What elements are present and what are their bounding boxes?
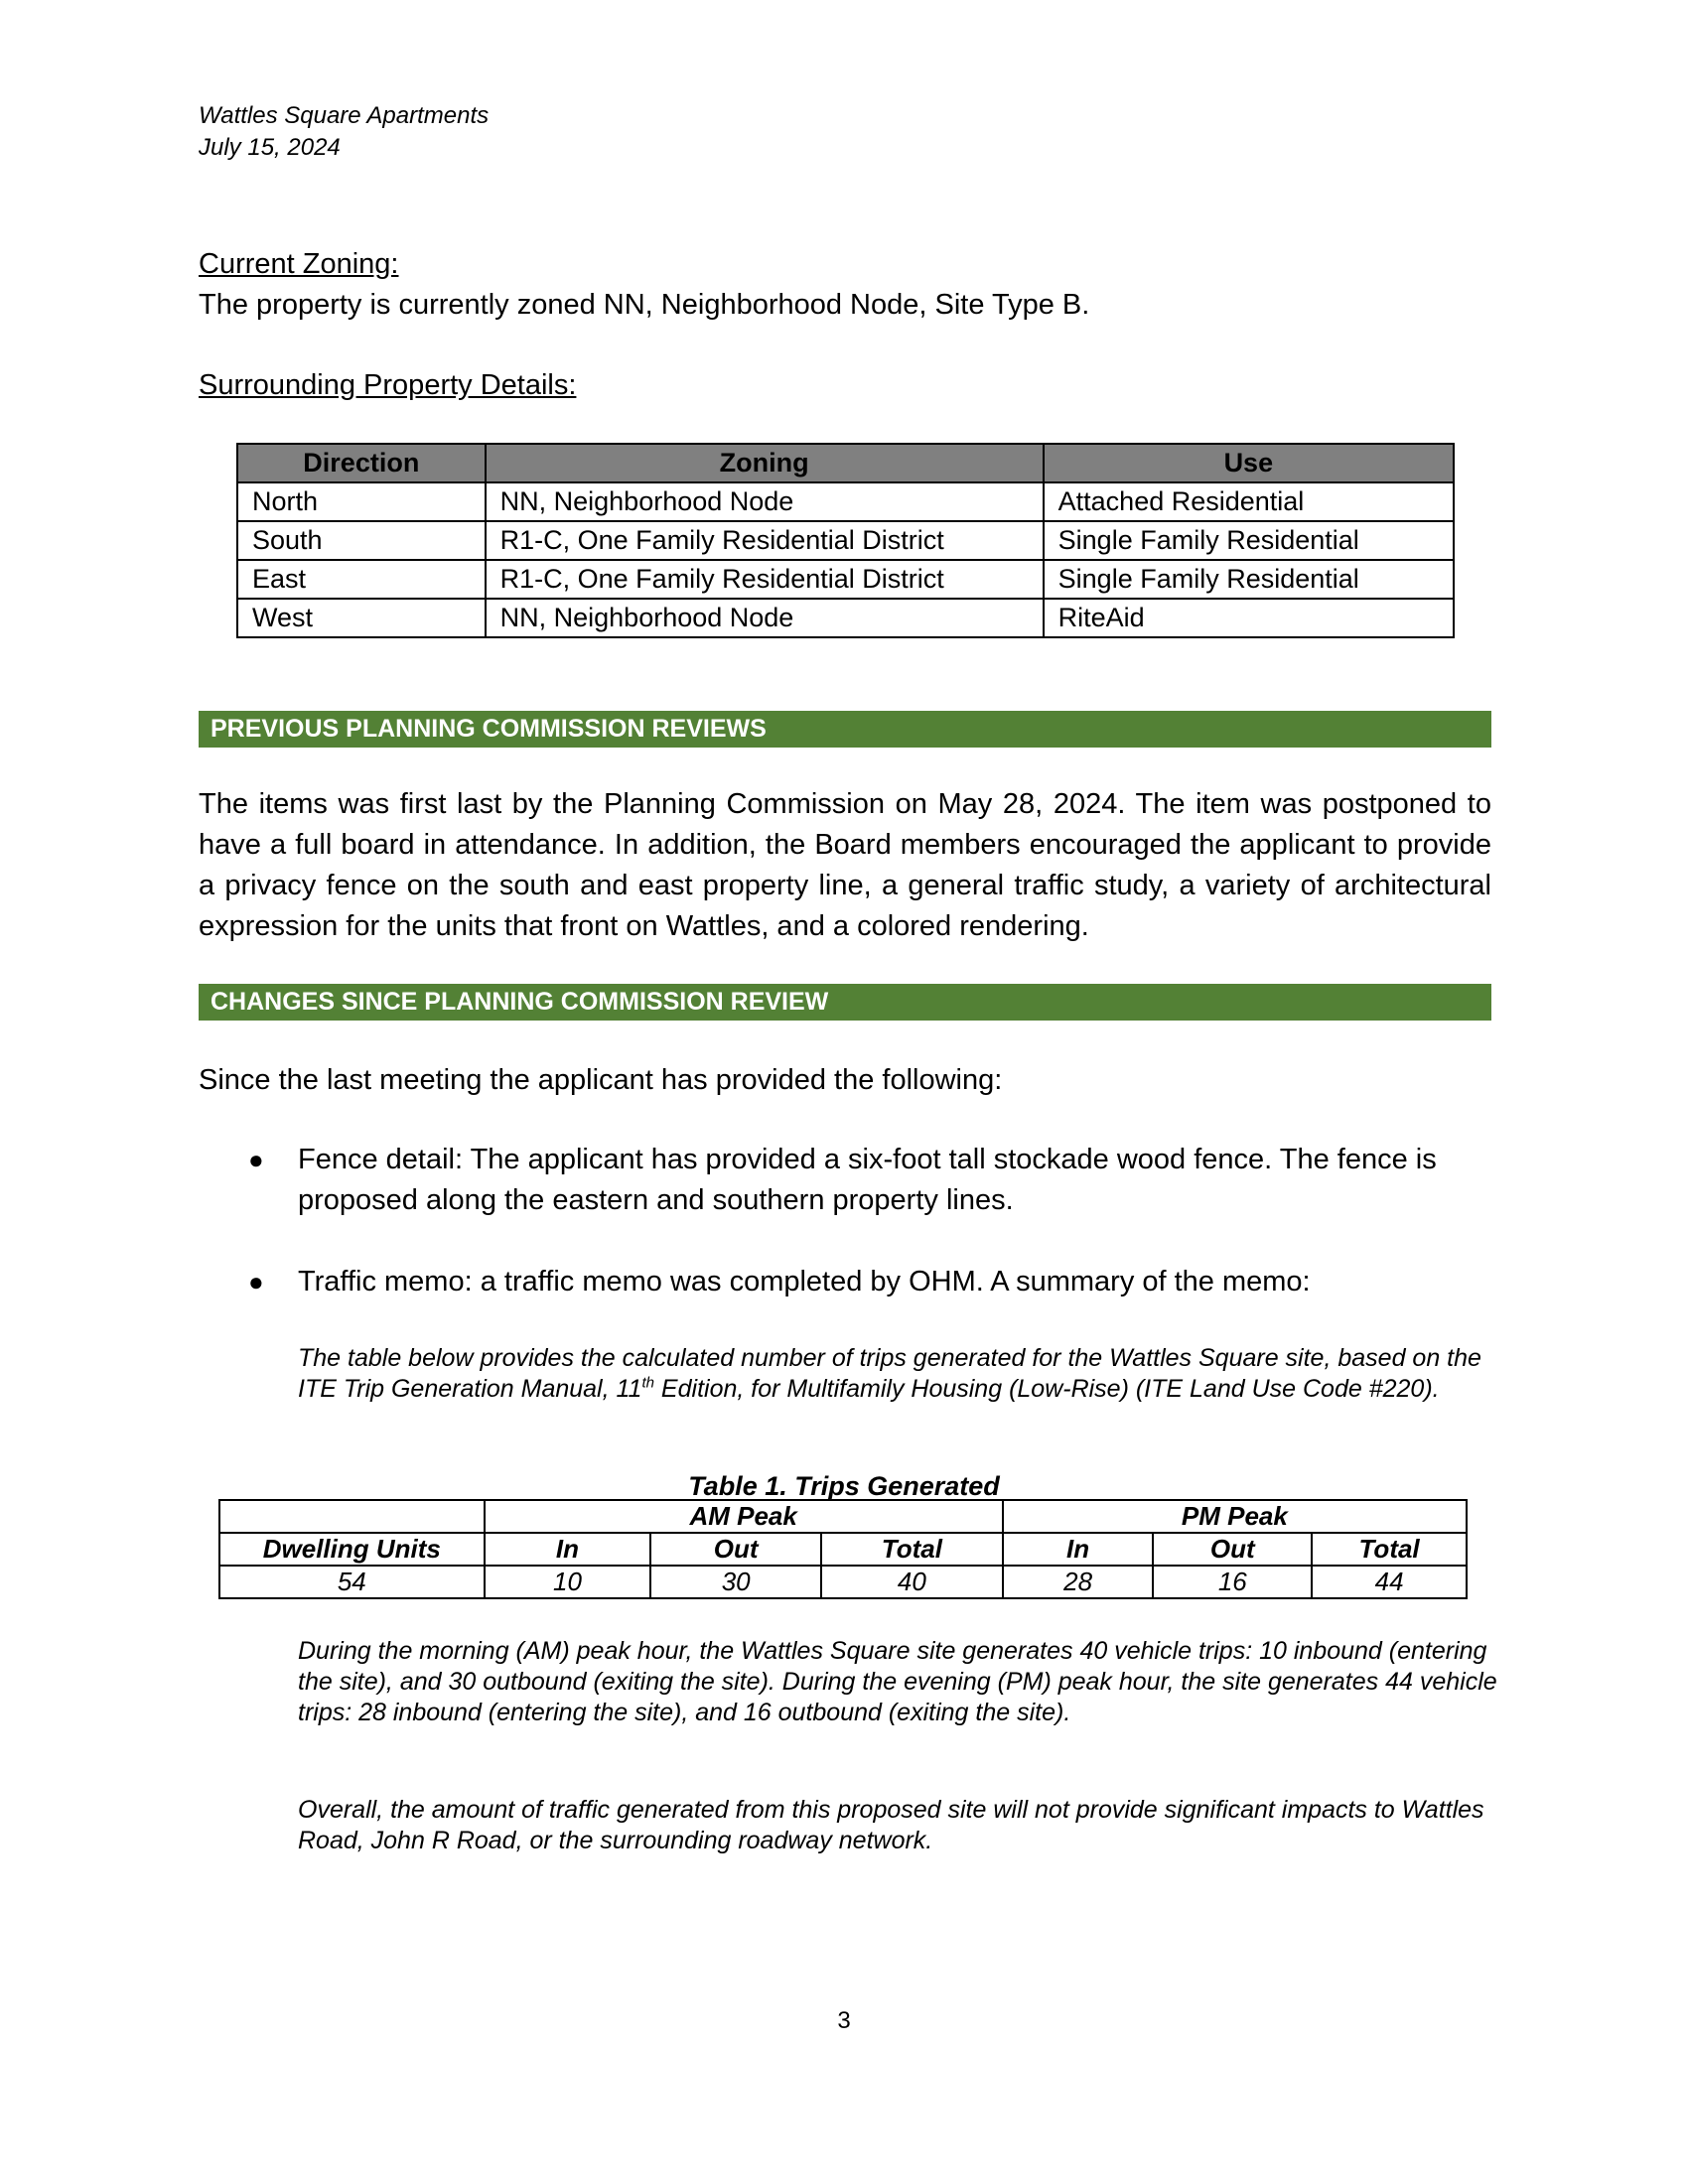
direction-cell: North: [237, 482, 486, 521]
column-header-direction: Direction: [237, 444, 486, 482]
table-row: [237, 521, 1454, 560]
bullet-icon: ●: [248, 1267, 264, 1297]
column-header-am-out: Out: [650, 1533, 821, 1566]
ordinal-suffix: th: [641, 1374, 654, 1392]
direction-cell: South: [237, 521, 486, 560]
am-total-cell: 40: [821, 1566, 1003, 1598]
zoning-cell: R1-C, One Family Residential District: [486, 521, 1044, 560]
changes-list: [199, 1140, 1491, 1343]
trips-generated-table: [218, 1499, 1468, 1599]
memo-intro: [298, 1343, 1499, 1405]
table-row: [219, 1566, 1467, 1598]
memo-conclusion: Overall, the amount of traffic generated from this proposed site will not provide significant impacts to Wattles Road, John R Road, or the surrounding roadway network.: [298, 1796, 1484, 1854]
column-header-am-in: In: [485, 1533, 651, 1566]
memo-summary: During the morning (AM) peak hour, the Wattles Square site generates 40 vehicle trips: 10 inbound (entering the site), and 30 outbound (exiting the site). During the evening (PM) peak hour, the site generates 44 vehicle trips: 28 inbound (entering the site), and 16 outbound (exiting the site).: [298, 1637, 1497, 1726]
surrounding-property-table: [236, 443, 1455, 638]
use-cell: RiteAid: [1044, 599, 1454, 637]
am-peak-header: AM Peak: [485, 1500, 1003, 1533]
direction-cell: East: [237, 560, 486, 599]
changes-intro: Since the last meeting the applicant has provided the following:: [199, 1064, 1003, 1096]
column-header-pm-total: Total: [1312, 1533, 1467, 1566]
pm-out-cell: 16: [1153, 1566, 1312, 1598]
column-header-use: Use: [1044, 444, 1454, 482]
column-header-pm-in: In: [1003, 1533, 1154, 1566]
column-header-am-total: Total: [821, 1533, 1003, 1566]
memo-intro-text: The table below provides the calculated number of trips generated for the Wattles Square site, based on the ITE Trip Generation Manual, 11: [298, 1344, 1481, 1403]
list-item-text: Traffic memo: a traffic memo was completed by OHM. A summary of the memo:: [298, 1266, 1311, 1297]
table-header-row: [237, 444, 1454, 482]
column-header-dwelling-units: Dwelling Units: [219, 1533, 485, 1566]
table-group-header-row: [219, 1500, 1467, 1533]
use-cell: Single Family Residential: [1044, 560, 1454, 599]
table-row: [237, 482, 1454, 521]
current-zoning-heading: Current Zoning:: [199, 248, 399, 280]
am-out-cell: 30: [650, 1566, 821, 1598]
zoning-cell: NN, Neighborhood Node: [486, 482, 1044, 521]
changes-banner: CHANGES SINCE PLANNING COMMISSION REVIEW: [199, 984, 1491, 1021]
header-date: July 15, 2024: [199, 134, 341, 161]
pm-in-cell: 28: [1003, 1566, 1154, 1598]
table-header-row: [219, 1533, 1467, 1566]
current-zoning-text: The property is currently zoned NN, Neighborhood Node, Site Type B.: [199, 289, 1090, 321]
trips-table-title: Table 1. Trips Generated: [688, 1471, 1000, 1501]
table-row: [237, 560, 1454, 599]
table-row: [237, 599, 1454, 637]
am-in-cell: 10: [485, 1566, 651, 1598]
empty-cell: [219, 1500, 485, 1533]
list-item-text: Fence detail: The applicant has provided a six-foot tall stockade wood fence. The fence is proposed along the eastern and southern property lines.: [298, 1144, 1437, 1216]
page-number: 3: [837, 2007, 851, 2034]
zoning-cell: R1-C, One Family Residential District: [486, 560, 1044, 599]
list-item: [199, 1140, 1491, 1221]
previous-reviews-paragraph: The items was first last by the Planning Commission on May 28, 2024. The item was postponed to have a full board in attendance. In addition, the Board members encouraged the applicant to provide a privacy fence on the south and east property line, a general traffic study, a variety of architectural expression for the units that front on Wattles, and a colored rendering.: [199, 788, 1491, 942]
dwelling-units-cell: 54: [219, 1566, 485, 1598]
pm-total-cell: 44: [1312, 1566, 1467, 1598]
surrounding-property-heading: Surrounding Property Details:: [199, 369, 577, 401]
use-cell: Attached Residential: [1044, 482, 1454, 521]
column-header-pm-out: Out: [1153, 1533, 1312, 1566]
list-item: [199, 1262, 1491, 1302]
bullet-icon: ●: [248, 1145, 264, 1174]
memo-intro-text-end: Edition, for Multifamily Housing (Low-Rise) (ITE Land Use Code #220).: [653, 1375, 1440, 1403]
use-cell: Single Family Residential: [1044, 521, 1454, 560]
page-header: [199, 100, 489, 164]
previous-reviews-banner: PREVIOUS PLANNING COMMISSION REVIEWS: [199, 711, 1491, 748]
column-header-zoning: Zoning: [486, 444, 1044, 482]
direction-cell: West: [237, 599, 486, 637]
pm-peak-header: PM Peak: [1003, 1500, 1467, 1533]
project-name: Wattles Square Apartments: [199, 102, 490, 129]
zoning-cell: NN, Neighborhood Node: [486, 599, 1044, 637]
